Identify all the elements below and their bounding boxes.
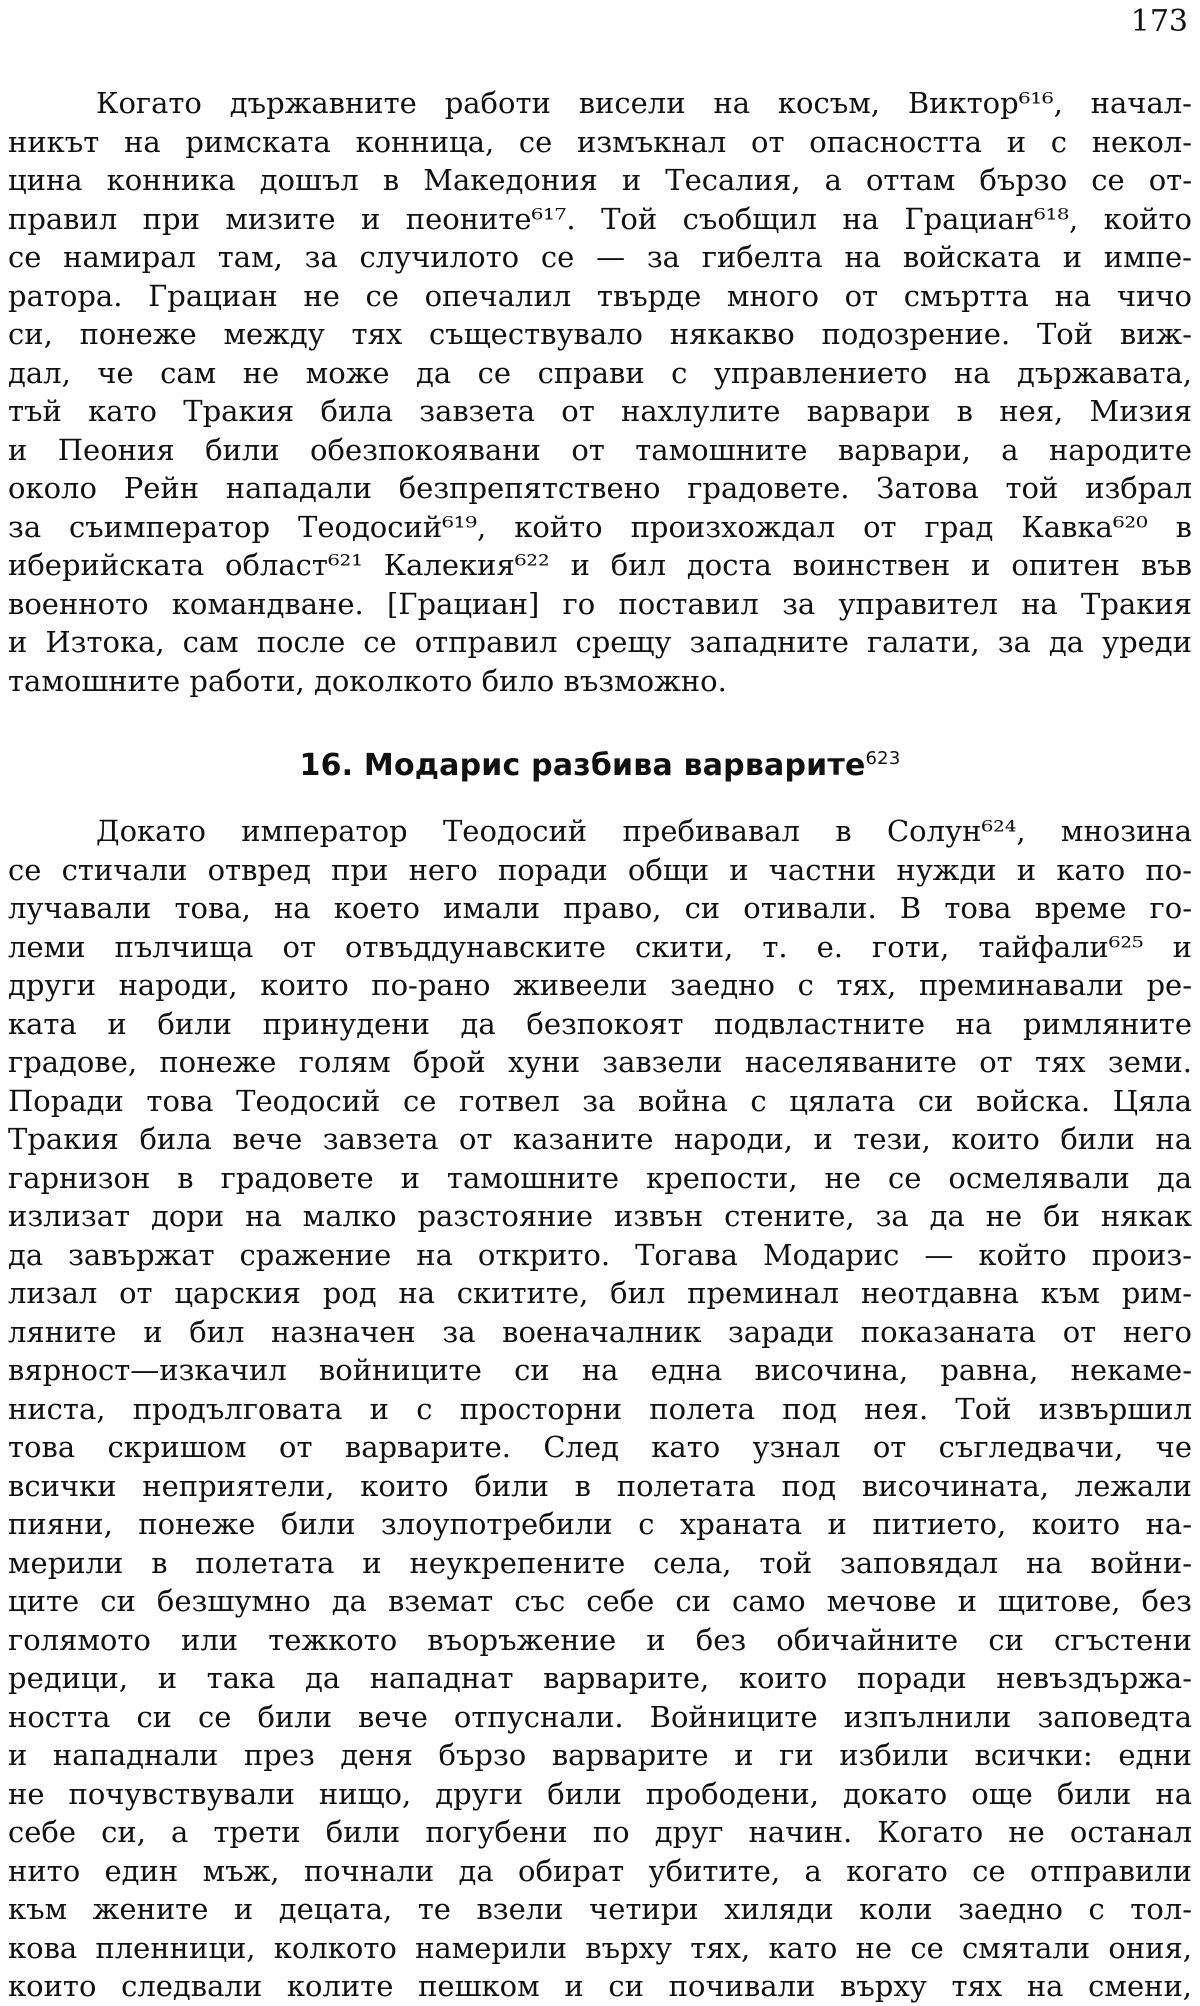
text-line: излизат дори на малко разстояние извън стените, за да не би някак [8,1199,1192,1233]
text-line: ката и били принудени да безпокоят подвластните на римляните [8,1006,1192,1041]
footnote-marker: 623 [865,748,901,769]
text-line: кова пленници, колкото намерили върху тях, като не се смятали ония, [8,1930,1192,1965]
text-line: и нападнали през деня бързо варварите и ги избили всички: едни [8,1738,1192,1772]
text-line: Когато държавните работи висели на косъм, Виктор⁶¹⁶, начал- [96,86,1192,120]
text-line: и Пеония били обезпокоявани от тамошните варвари, а народите [8,432,1192,467]
text-line: тамошните работи, доколкото било възможно. [8,663,727,698]
text-line: които следвали колите пешком и си почивали върху тях на смени, [8,1969,1192,2003]
text-line: ността си се били вече отпуснали. Войниците изпълнили заповедта [8,1699,1192,1734]
text-line: за съимператор Теодосий⁶¹⁹, който произхождал от град Кавка⁶²⁰ в [8,509,1192,544]
text-line: се стичали отвред при него поради общи и частни нужди и като по- [8,852,1192,887]
text-line: никът на римската конница, се измъкнал от опасността и с некол- [8,124,1192,159]
text-line: и Изтока, сам после се отправил срещу западните галати, за да уреди [8,625,1192,659]
text-line: се намирал там, за случилото се — за гибелта на войската и импе- [8,240,1192,274]
text-line: към жените и децата, те взели четири хиляди коли заедно с тол- [8,1892,1192,1926]
text-line: ратора. Грациан не се опечалил твърде много от смъртта на чичо [8,278,1192,313]
text-line: себе си, а трети били погубени по друг начин. Когато не останал [8,1815,1192,1849]
paragraph-modaris [8,812,1192,2006]
text-line: градове, понеже голям брой хуни завзели населяваните от тях земи. [8,1045,1192,1079]
text-line: леми пълчища от отвъддунавските скити, т. е. готи, тайфали⁶²⁵ и [8,929,1192,964]
text-line: ляните и бил назначен за военачалник заради показаната от него [8,1314,1192,1349]
text-line: дал, че сам не може да се справи с управлението на държавата, [8,355,1192,390]
text-line: лучавали това, на което имали право, си отивали. В това време го- [8,891,1192,925]
text-line: военното командване. [Грациан] го поставил за управител на Тракия [8,586,1192,621]
text-line: ците си безшумно да вземат със себе си само мечове и щитове, без [8,1584,1192,1618]
text-line: мерили в полетата и неукрепените села, той заповядал на войни- [8,1545,1192,1580]
text-line: всички неприятели, които били в полетата под височината, лежали [8,1468,1192,1503]
text-line: вярност—изкачил войниците си на една височина, равна, некаме- [8,1353,1192,1387]
text-line: Докато император Теодосий пребивавал в Солун⁶²⁴, мнозина [96,814,1192,848]
page-number: 173 [1130,4,1188,39]
text-line: пияни, понеже били злоупотребили с храната и питието, които на- [8,1507,1192,1541]
text-line: цина конника дошъл в Македония и Тесалия, а оттам бързо се от- [8,163,1192,197]
text-line: други народи, които по-рано живеели заедно с тях, преминавали ре- [8,968,1192,1002]
text-line: Поради това Теодосий се готвел за война с цялата си войска. Цяла [8,1083,1192,1118]
text-line: около Рейн нападали безпрепятствено градовете. Затова той избрал [8,471,1192,505]
text-line: редици, и така да нападнат варварите, които поради невъздържа- [8,1661,1192,1695]
paragraph-victor [8,84,1192,700]
text-line: гарнизон в градовете и тамошните крепости, не се осмелявали да [8,1160,1192,1195]
text-line: иберийската област⁶²¹ Калекия⁶²² и бил доста воинствен и опитен във [8,548,1192,582]
text-line: лизал от царския род на скитите, бил преминал неотдавна към рим- [8,1276,1192,1310]
text-line: не почувствували нищо, други били прободени, докато още били на [8,1776,1192,1811]
text-line: правил при мизите и пеоните⁶¹⁷. Той съобщил на Грациан⁶¹⁸, който [8,201,1192,236]
text-line: голямото или тежкото въоръжение и без обичайните си сгъстени [8,1622,1192,1657]
text-line: това скришом от варварите. След като узнал от съгледвачи, че [8,1430,1192,1464]
section-heading-text: 16. Модарис разбива варварите [299,748,866,783]
text-line: си, понеже между тях съществувало някакво подозрение. Той виж- [8,317,1192,351]
section-heading [0,748,1200,784]
text-line: ниста, продълговата и с просторни полета под нея. Той извършил [8,1391,1192,1426]
text-line: да завържат сражение на открито. Тогава Модарис — който произ- [8,1237,1192,1272]
text-line: тъй като Тракия била завзета от нахлулите варвари в нея, Мизия [8,394,1192,428]
text-line: нито един мъж, почнали да обират убитите, а когато се отправили [8,1853,1192,1888]
text-line: Тракия била вече завзета от казаните народи, и тези, които били на [8,1122,1192,1156]
